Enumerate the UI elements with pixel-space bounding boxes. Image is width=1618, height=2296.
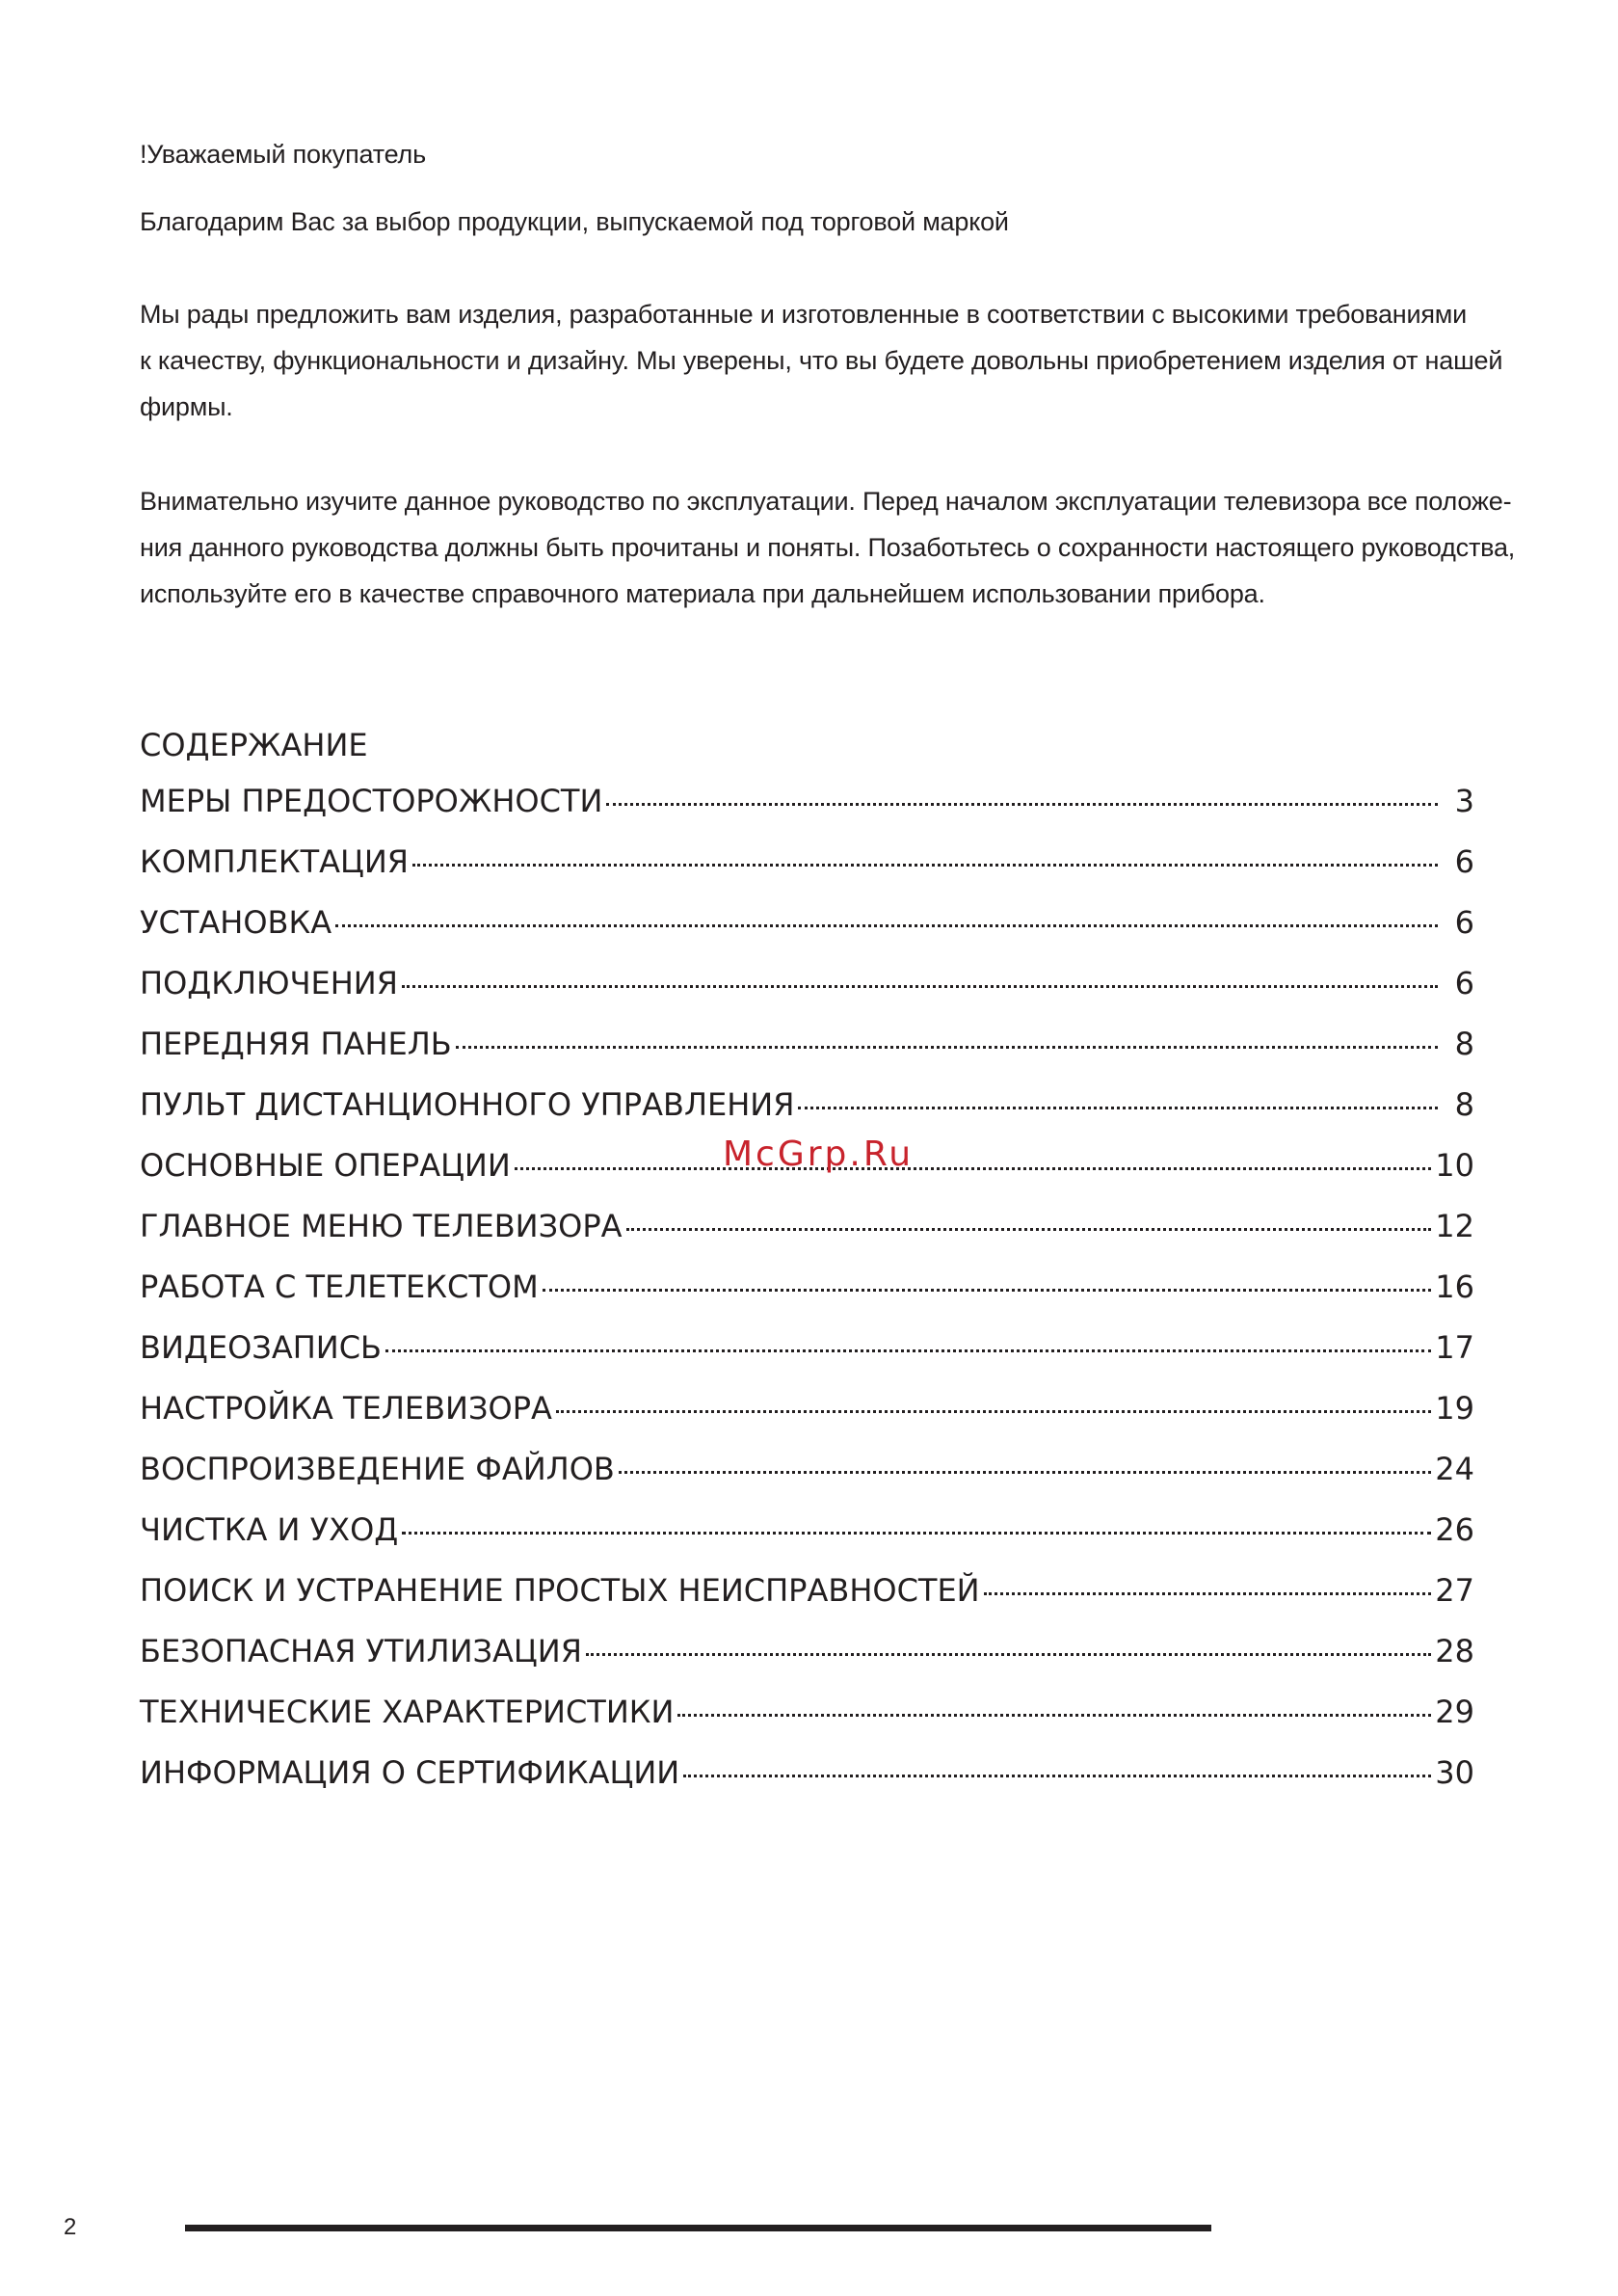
toc-entry-main-menu[interactable]: [140, 1208, 1474, 1268]
toc-entry-page: 16: [1435, 1268, 1474, 1305]
toc-entry-label: НАСТРОЙКА ТЕЛЕВИЗОРА: [140, 1390, 552, 1427]
toc-dot-leader: [456, 1046, 1438, 1049]
toc-entry-page: 24: [1435, 1451, 1474, 1487]
toc-entry-page: 17: [1435, 1329, 1474, 1366]
toc-dot-leader: [515, 1167, 1431, 1170]
toc-entry-cleaning[interactable]: [140, 1511, 1474, 1572]
toc-entry-label: ПЕРЕДНЯЯ ПАНЕЛЬ: [140, 1026, 452, 1062]
intro-paragraph-2: [140, 478, 1516, 617]
toc-entry-label: ПУЛЬТ ДИСТАНЦИОННОГО УПРАВЛЕНИЯ: [140, 1086, 795, 1123]
toc-dot-leader: [683, 1775, 1431, 1777]
toc-entry-page: 27: [1435, 1572, 1474, 1609]
toc-entry-label: РАБОТА С ТЕЛЕТЕКСТОМ: [140, 1268, 539, 1305]
toc-entry-label: УСТАНОВКА: [140, 904, 332, 941]
thanks-text: Благодарим Вас за выбор продукции, выпускаемой под торговой маркой: [140, 207, 1009, 236]
intro-paragraph-2-line: используйте его в качестве справочного материала при дальнейшем использовании прибора.: [140, 579, 1265, 608]
toc-entry-label: ЧИСТКА И УХОД: [140, 1511, 399, 1548]
toc-entry-file-playback[interactable]: [140, 1451, 1474, 1511]
intro-paragraph-1-line: фирмы.: [140, 392, 233, 421]
toc-entry-page: 28: [1435, 1633, 1474, 1669]
toc-dot-leader: [606, 803, 1438, 806]
toc-entry-front-panel[interactable]: [140, 1026, 1474, 1086]
intro-paragraph-1-line: к качеству, функциональности и дизайну. Мы уверены, что вы будете довольны приобретением изделия от нашей: [140, 346, 1503, 375]
intro-paragraph-2-line: ния данного руководства должны быть прочитаны и поняты. Позаботьтесь о сохранности настоящего руководства,: [140, 533, 1516, 562]
intro-paragraph-1: [140, 291, 1503, 430]
toc-entry-specifications[interactable]: [140, 1694, 1474, 1754]
toc-entry-teletext[interactable]: [140, 1268, 1474, 1329]
toc-entry-connections[interactable]: [140, 965, 1474, 1026]
toc-dot-leader: [556, 1410, 1431, 1413]
toc-dot-leader: [402, 1532, 1431, 1535]
toc-entry-video-recording[interactable]: [140, 1329, 1474, 1390]
toc-entry-label: ГЛАВНОЕ МЕНЮ ТЕЛЕВИЗОРА: [140, 1208, 623, 1244]
toc-dot-leader: [619, 1471, 1431, 1474]
toc-entry-troubleshooting[interactable]: [140, 1572, 1474, 1633]
page-number: 2: [64, 2214, 77, 2240]
toc-entry-page: 3: [1454, 783, 1474, 819]
toc-dot-leader: [677, 1714, 1431, 1717]
greeting-text: !Уважаемый покупатель: [140, 140, 426, 169]
toc-entry-page: 6: [1454, 843, 1474, 880]
toc-dot-leader: [335, 924, 1438, 927]
toc-entry-label: МЕРЫ ПРЕДОСТОРОЖНОСТИ: [140, 783, 603, 819]
toc-entry-installation[interactable]: [140, 904, 1474, 965]
toc-entry-label: ВОСПРОИЗВЕДЕНИЕ ФАЙЛОВ: [140, 1451, 615, 1487]
toc-entry-page: 26: [1435, 1511, 1474, 1548]
toc-entry-label: ВИДЕОЗАПИСЬ: [140, 1329, 382, 1366]
toc-entry-page: 10: [1435, 1147, 1474, 1184]
toc-dot-leader: [385, 1349, 1431, 1352]
toc-entry-label: ПОДКЛЮЧЕНИЯ: [140, 965, 398, 1001]
toc-entry-page: 12: [1435, 1208, 1474, 1244]
toc-entry-package-contents[interactable]: [140, 843, 1474, 904]
toc-title: СОДЕРЖАНИЕ: [140, 727, 368, 763]
toc-dot-leader: [412, 864, 1438, 867]
toc-entry-label: ТЕХНИЧЕСКИЕ ХАРАКТЕРИСТИКИ: [140, 1694, 675, 1730]
toc-entry-label: ИНФОРМАЦИЯ О СЕРТИФИКАЦИИ: [140, 1754, 680, 1791]
toc-dot-leader: [402, 985, 1438, 988]
toc-entry-disposal[interactable]: [140, 1633, 1474, 1694]
toc-entry-page: 19: [1435, 1390, 1474, 1427]
toc-entry-page: 8: [1454, 1026, 1474, 1062]
toc-entry-label: КОМПЛЕКТАЦИЯ: [140, 843, 410, 880]
toc-dot-leader: [586, 1653, 1431, 1656]
toc-entry-page: 8: [1454, 1086, 1474, 1123]
toc-dot-leader: [798, 1107, 1438, 1109]
toc-entry-label: ОСНОВНЫЕ ОПЕРАЦИИ: [140, 1147, 511, 1184]
intro-paragraph-1-line: Мы рады предложить вам изделия, разработанные и изготовленные в соответствии с высокими требованиями: [140, 300, 1468, 329]
toc-dot-leader: [543, 1289, 1432, 1292]
toc-entry-page: 29: [1435, 1694, 1474, 1730]
toc-entry-tv-setup[interactable]: [140, 1390, 1474, 1451]
toc-entry-label: ПОИСК И УСТРАНЕНИЕ ПРОСТЫХ НЕИСПРАВНОСТЕЙ: [140, 1572, 980, 1609]
toc-dot-leader: [984, 1592, 1432, 1595]
toc-entry-label: БЕЗОПАСНАЯ УТИЛИЗАЦИЯ: [140, 1633, 582, 1669]
intro-paragraph-2-line: Внимательно изучите данное руководство по эксплуатации. Перед началом эксплуатации телевизора все положе-: [140, 487, 1512, 516]
toc-entry-page: 30: [1435, 1754, 1474, 1791]
toc-entry-precautions[interactable]: [140, 783, 1474, 843]
toc-entry-page: 6: [1454, 904, 1474, 941]
footer-rule: [185, 2225, 1211, 2231]
watermark-text: McGrp.Ru: [723, 1135, 915, 1174]
toc-dot-leader: [626, 1228, 1432, 1231]
toc-entry-certification[interactable]: [140, 1754, 1474, 1815]
table-of-contents: [140, 783, 1474, 1815]
toc-entry-page: 6: [1454, 965, 1474, 1001]
